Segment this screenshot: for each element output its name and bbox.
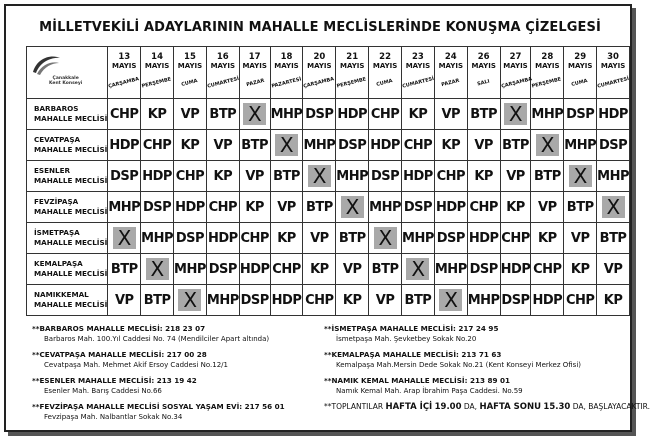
day-weekday: ÇARŞAMBA [500, 76, 533, 90]
party-cell: CHP [270, 254, 303, 285]
party-cell: HDP [206, 223, 239, 254]
day-weekday: CUMA [571, 78, 589, 88]
party-cell: MHP [141, 223, 174, 254]
day-month: MAYIS [503, 62, 528, 70]
party-cell: HDP [108, 130, 141, 161]
table-row [27, 99, 630, 130]
party-cell: HDP [531, 285, 564, 316]
no-meeting-cell [531, 130, 564, 161]
contact-entry [324, 324, 624, 350]
party-cell: VP [336, 254, 369, 285]
day-weekday: SALI [476, 78, 491, 88]
party-cell: BTP [108, 254, 141, 285]
contact-address: Namık Kemal Mah. Arap İbrahim Paşa Caddesi. No.59 [336, 387, 523, 395]
contacts-left [32, 324, 322, 428]
logo-text: Çanakkale Kent Konseyi [49, 76, 83, 87]
no-meeting-cell [108, 223, 141, 254]
x-mark: X [178, 289, 201, 311]
contact-entry [32, 324, 322, 350]
party-cell: MHP [108, 192, 141, 223]
party-cell: MHP [303, 130, 336, 161]
x-mark: X [536, 134, 559, 156]
party-cell: DSP [174, 223, 207, 254]
party-cell: MHP [369, 192, 402, 223]
x-mark: X [374, 227, 397, 249]
day-month: MAYIS [144, 62, 170, 70]
day-header [270, 47, 303, 99]
day-number: 20 [313, 52, 326, 62]
party-cell: KP [467, 161, 500, 192]
party-cell: HDP [141, 161, 174, 192]
no-meeting-cell [239, 99, 270, 130]
day-month: MAYIS [438, 62, 464, 70]
contact-entry [32, 350, 322, 376]
day-number: 17 [248, 52, 261, 62]
day-weekday: CUMARTESİ [401, 75, 435, 90]
contact-title: **CEVATPAŞA MAHALLE MECLİSİ: 217 00 28 [32, 350, 207, 359]
day-header [206, 47, 239, 99]
party-cell: DSP [239, 285, 270, 316]
day-month: MAYIS [567, 62, 593, 70]
day-number: 29 [574, 52, 587, 62]
no-meeting-cell [402, 254, 435, 285]
party-cell: CHP [174, 161, 207, 192]
party-cell: CHP [500, 223, 531, 254]
no-meeting-cell [369, 223, 402, 254]
day-header [174, 47, 207, 99]
party-cell: DSP [369, 161, 402, 192]
party-cell: VP [239, 161, 270, 192]
day-month: MAYIS [177, 62, 203, 70]
no-meeting-cell [564, 161, 597, 192]
day-number: 16 [216, 52, 229, 62]
contact-title: **NAMIK KEMAL MAHALLE MECLİSİ: 213 89 01 [324, 376, 510, 385]
day-number: 13 [118, 52, 131, 62]
no-meeting-cell [270, 130, 303, 161]
party-cell: CHP [402, 130, 435, 161]
party-cell: KP [564, 254, 597, 285]
party-cell: MHP [467, 285, 500, 316]
party-cell: KP [531, 223, 564, 254]
party-cell: DSP [564, 99, 597, 130]
page-title: MİLLETVEKİLİ ADAYLARININ MAHALLE MECLİSLERİNDE KONUŞMA ÇİZELGESİ [39, 20, 601, 35]
party-cell: HDP [402, 161, 435, 192]
day-number: 30 [607, 52, 619, 62]
day-weekday: PAZAR [440, 77, 461, 89]
day-weekday: CUMA [180, 78, 199, 88]
neighborhood-label: FEVZİPAŞA MAHALLE MECLİSİ [27, 192, 108, 223]
day-month: MAYIS [112, 62, 137, 70]
party-cell: DSP [402, 192, 435, 223]
party-cell: VP [500, 161, 531, 192]
party-cell: VP [270, 192, 303, 223]
day-header [303, 47, 336, 99]
party-cell: DSP [434, 223, 467, 254]
party-cell: BTP [141, 285, 174, 316]
party-cell: KP [174, 130, 207, 161]
day-header [239, 47, 270, 99]
party-cell: MHP [564, 130, 597, 161]
day-number: 26 [477, 52, 490, 62]
contacts-right [324, 324, 624, 402]
no-meeting-cell [500, 99, 531, 130]
party-cell: BTP [206, 99, 239, 130]
party-cell: MHP [597, 161, 630, 192]
day-header [500, 47, 531, 99]
x-mark: X [146, 258, 169, 280]
day-number: 27 [509, 52, 522, 62]
table-row [27, 161, 630, 192]
party-cell: DSP [336, 130, 369, 161]
party-cell: MHP [402, 223, 435, 254]
day-weekday: CUMARTESİ [596, 75, 630, 90]
day-header [564, 47, 597, 99]
party-cell: BTP [270, 161, 303, 192]
party-cell: BTP [369, 254, 402, 285]
day-header [402, 47, 435, 99]
contact-title: **ESENLER MAHALLE MECLİSİ: 213 19 42 [32, 376, 197, 385]
day-month: MAYIS [210, 62, 236, 70]
schedule-body [27, 99, 630, 316]
no-meeting-cell [174, 285, 207, 316]
contact-address: Cevatpaşa Mah. Mehmet Akif Ersoy Caddesi No.12/1 [44, 361, 228, 369]
day-month: MAYIS [340, 62, 365, 70]
party-cell: HDP [597, 99, 630, 130]
x-mark: X [243, 103, 266, 125]
x-mark: X [275, 134, 298, 156]
party-cell: KP [597, 285, 630, 316]
party-cell: VP [369, 285, 402, 316]
party-cell: BTP [564, 192, 597, 223]
contact-entry [324, 350, 624, 376]
day-weekday: ÇARŞAMBA [303, 76, 336, 90]
contact-address: Fevzipaşa Mah. Nalbantlar Sokak No.34 [44, 413, 183, 421]
day-header [108, 47, 141, 99]
table-row [27, 285, 630, 316]
contact-address: İsmetpaşa Mah. Şevketbey Sokak No.20 [336, 335, 477, 343]
party-cell: KP [270, 223, 303, 254]
x-mark: X [504, 103, 527, 125]
kent-konseyi-logo-icon [31, 54, 61, 76]
day-month: MAYIS [274, 62, 299, 70]
day-weekday: CUMARTESİ [206, 75, 240, 90]
party-cell: BTP [467, 99, 500, 130]
day-month: MAYIS [471, 62, 496, 70]
day-header [531, 47, 564, 99]
no-meeting-cell [434, 285, 467, 316]
x-mark: X [341, 196, 364, 218]
party-cell: BTP [303, 192, 336, 223]
party-cell: CHP [239, 223, 270, 254]
contact-entry [324, 376, 624, 402]
party-cell: DSP [467, 254, 500, 285]
party-cell: KP [141, 99, 174, 130]
day-header [597, 47, 630, 99]
neighborhood-label: ESENLER MAHALLE MECLİSİ [27, 161, 108, 192]
no-meeting-cell [141, 254, 174, 285]
day-month: MAYIS [307, 62, 332, 70]
party-cell: MHP [270, 99, 303, 130]
day-number: 23 [412, 52, 424, 62]
party-cell: KP [434, 130, 467, 161]
party-cell: MHP [531, 99, 564, 130]
no-meeting-cell [303, 161, 336, 192]
x-mark: X [308, 165, 331, 187]
party-cell: HDP [467, 223, 500, 254]
contact-address: Barbaros Mah. 100.Yıl Caddesi No. 74 (Mendilciler Apart altında) [44, 335, 270, 343]
party-cell: CHP [467, 192, 500, 223]
poster [4, 4, 650, 432]
party-cell: KP [402, 99, 435, 130]
day-header [369, 47, 402, 99]
day-number: 15 [184, 52, 196, 62]
header-row [27, 47, 630, 99]
neighborhood-label: İSMETPAŞA MAHALLE MECLİSİ [27, 223, 108, 254]
party-cell: DSP [206, 254, 239, 285]
day-month: MAYIS [242, 62, 267, 70]
day-weekday: ÇARŞAMBA [108, 76, 141, 90]
party-cell: VP [303, 223, 336, 254]
party-cell: VP [434, 99, 467, 130]
day-header [467, 47, 500, 99]
party-cell: VP [206, 130, 239, 161]
party-cell: BTP [597, 223, 630, 254]
party-cell: MHP [174, 254, 207, 285]
party-cell: VP [564, 223, 597, 254]
party-cell: DSP [108, 161, 141, 192]
party-cell: KP [303, 254, 336, 285]
day-weekday: PERŞEMBE [336, 76, 368, 90]
x-mark: X [406, 258, 429, 280]
x-mark: X [569, 165, 592, 187]
party-cell: DSP [500, 285, 531, 316]
day-number: 14 [151, 52, 164, 62]
party-cell: MHP [336, 161, 369, 192]
party-cell: BTP [402, 285, 435, 316]
contact-title: **İSMETPAŞA MAHALLE MECLİSİ: 217 24 95 [324, 324, 499, 333]
day-weekday: PERŞEMBE [531, 76, 563, 90]
day-month: MAYIS [372, 62, 398, 70]
party-cell: MHP [206, 285, 239, 316]
meeting-times-note: **TOPLANTILAR HAFTA İÇİ 19.00 DA, HAFTA SONU 15.30 DA, BAŞLAYACAKTIR. [324, 402, 650, 412]
party-cell: VP [174, 99, 207, 130]
party-cell: DSP [597, 130, 630, 161]
day-month: MAYIS [405, 62, 431, 70]
party-cell: CHP [141, 130, 174, 161]
party-cell: KP [336, 285, 369, 316]
party-cell: HDP [336, 99, 369, 130]
party-cell: KP [239, 192, 270, 223]
x-mark: X [113, 227, 136, 249]
contact-address: Esenler Mah. Barış Caddesi No.66 [44, 387, 162, 395]
party-cell: VP [108, 285, 141, 316]
contact-entry [32, 402, 322, 428]
party-cell: HDP [369, 130, 402, 161]
party-cell: VP [597, 254, 630, 285]
neighborhood-label: KEMALPAŞA MAHALLE MECLİSİ [27, 254, 108, 285]
day-number: 22 [379, 52, 391, 62]
table-row [27, 223, 630, 254]
party-cell: DSP [303, 99, 336, 130]
party-cell: DSP [141, 192, 174, 223]
party-cell: MHP [434, 254, 467, 285]
party-cell: HDP [500, 254, 531, 285]
party-cell: VP [531, 192, 564, 223]
neighborhood-label: CEVATPAŞA MAHALLE MECLİSİ [27, 130, 108, 161]
logo [27, 47, 101, 98]
schedule-table [26, 46, 630, 316]
party-cell: CHP [206, 192, 239, 223]
party-cell: BTP [336, 223, 369, 254]
no-meeting-cell [336, 192, 369, 223]
party-cell: CHP [303, 285, 336, 316]
day-header [434, 47, 467, 99]
party-cell: CHP [434, 161, 467, 192]
day-number: 24 [444, 52, 457, 62]
no-meeting-cell [597, 192, 630, 223]
party-cell: VP [467, 130, 500, 161]
party-cell: BTP [531, 161, 564, 192]
party-cell: HDP [174, 192, 207, 223]
table-row [27, 192, 630, 223]
x-mark: X [602, 196, 625, 218]
day-number: 18 [280, 52, 293, 62]
day-month: MAYIS [535, 62, 560, 70]
contact-entry [32, 376, 322, 402]
party-cell: CHP [108, 99, 141, 130]
neighborhood-label: BARBAROS MAHALLE MECLİSİ [27, 99, 108, 130]
contact-address: Kemalpaşa Mah.Mersin Dede Sokak No.21 (Kent Konseyi Merkez Ofisi) [336, 361, 582, 369]
table-row [27, 130, 630, 161]
logo-cell [27, 47, 108, 99]
contact-title: **BARBAROS MAHALLE MECLİSİ: 218 23 07 [32, 324, 206, 333]
x-mark: X [439, 289, 462, 311]
day-weekday: PERŞEMBE [141, 76, 173, 90]
day-weekday: PAZAR [245, 77, 265, 89]
party-cell: BTP [500, 130, 531, 161]
day-month: MAYIS [600, 62, 626, 70]
party-cell: BTP [239, 130, 270, 161]
neighborhood-label: NAMIKKEMAL MAHALLE MECLİSİ [27, 285, 108, 316]
contact-title: **FEVZİPAŞA MAHALLE MECLİSİ SOSYAL YAŞAM EVİ: 217 56 01 [32, 402, 285, 411]
contact-title: **KEMALPAŞA MAHALLE MECLİSİ: 213 71 63 [324, 350, 502, 359]
party-cell: HDP [434, 192, 467, 223]
day-number: 28 [541, 52, 554, 62]
party-cell: CHP [531, 254, 564, 285]
day-weekday: PAZARTESİ [270, 76, 302, 90]
party-cell: CHP [564, 285, 597, 316]
day-weekday: CUMA [375, 78, 394, 88]
party-cell: CHP [369, 99, 402, 130]
day-header [336, 47, 369, 99]
day-header [141, 47, 174, 99]
day-number: 21 [346, 52, 359, 62]
table-row [27, 254, 630, 285]
party-cell: KP [206, 161, 239, 192]
party-cell: KP [500, 192, 531, 223]
party-cell: HDP [270, 285, 303, 316]
party-cell: HDP [239, 254, 270, 285]
